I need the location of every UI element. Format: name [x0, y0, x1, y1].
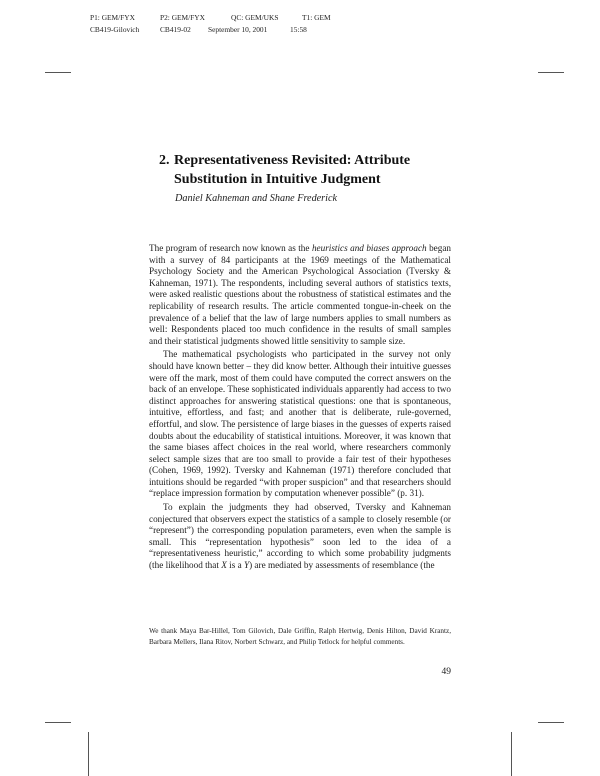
- paragraph-1-text-a: The program of research now known as the: [149, 243, 312, 253]
- paragraph-1-italic-term: heuristics and biases approach: [311, 243, 427, 253]
- chapter-title-line-1: Representativeness Revisited: Attribute: [174, 153, 411, 168]
- header-time: 15:58: [290, 25, 307, 34]
- paragraph-3-text-a: To explain the judgments they had observed, Tversky and Kahneman conjectured that observers expect the statistics of a sample to closely resemble (or “represent”) the corresponding population parameters, even when the sample is small. This “representation hypothesis” soon led to the idea of a “representativeness heuristic,” according to which some probability judgments (the likelihood that: [149, 502, 451, 571]
- chapter-authors: Daniel Kahneman and Shane Frederick: [175, 193, 338, 204]
- header-p1: P1: GEM/FYX: [90, 13, 135, 22]
- paragraph-1: [149, 243, 451, 347]
- paragraph-3-var-x: X: [221, 560, 227, 571]
- header-qc: QC: GEM/UKS: [231, 13, 279, 22]
- paragraph-3-var-y: Y: [243, 560, 250, 571]
- chapter-title-line-2: Substitution in Intuitive Judgment: [174, 171, 381, 187]
- header-code1: CB419-Gilovich: [90, 25, 140, 34]
- crop-mark-top-left: [45, 72, 71, 73]
- crop-mark-bottom-left-vertical: [88, 732, 89, 776]
- header-code2: CB419-02: [160, 25, 191, 34]
- body-text: [149, 243, 451, 572]
- crop-mark-bottom-right-vertical: [511, 732, 512, 776]
- header-t1: T1: GEM: [302, 13, 331, 22]
- crop-mark-bottom-right: [538, 722, 564, 723]
- crop-mark-top-right: [538, 72, 564, 73]
- paragraph-3: [149, 502, 451, 572]
- header-p2: P2: GEM/FYX: [160, 13, 205, 22]
- header-date: September 10, 2001: [208, 25, 268, 34]
- paragraph-2: The mathematical psychologists who participated in the survey not only should have known better – they did know better. Although their intuitive guesses were off the mark, most of them could have computed the correct answers on the back of an envelope. These sophisticated individuals apparently had access to two distinct approaches for answering statistical questions: one that is spontaneous, intuitive, effortless, and fast; and another that is deliberate, rule-governed, effortful, and slow. The persistence of large biases in the guesses of experts raised doubts about the educability of statistical intuitions. Moreover, it was known that the same biases affect choices in the real world, where researchers commonly select sample sizes that are too small to provide a fair test of their hypotheses (Cohen, 1969, 1992). Tversky and Kahneman (1971) therefore concluded that intuitions should be regarded “with proper suspicion” and that researchers should “replace impression formation by computation whenever possible” (p. 31).: [149, 349, 451, 499]
- paragraph-3-text-b: is a: [226, 560, 244, 571]
- page-number: 49: [441, 667, 451, 677]
- paragraph-3-text-c: ) are mediated by assessments of resemblance (the: [249, 560, 435, 571]
- acknowledgment-footnote: We thank Maya Bar-Hillel, Tom Gilovich, Dale Griffin, Ralph Hertwig, Denis Hilton, David Krantz, Barbara Mellers, Ilana Ritov, Norbert Schwarz, and Philip Tetlock for helpful comments.: [149, 627, 451, 646]
- chapter-number: 2.: [159, 153, 170, 168]
- paragraph-1-text-b: began with a survey of 84 participants at the 1969 meetings of the Mathematical Psychology Society and the American Psychological Association (Tversky & Kahneman, 1971). The respondents, including several authors of statistics texts, were asked realistic questions about the robustness of statistical estimates and the replicability of research results. The article commented tongue-in-cheek on the prevalence of a belief that the law of large numbers applies to small numbers as well: Respondents placed too much confidence in the results of small samples and their statistical judgments showed little sensitivity to sample size.: [149, 243, 452, 346]
- chapter-title-text: [174, 152, 410, 189]
- crop-mark-bottom-left: [45, 722, 71, 723]
